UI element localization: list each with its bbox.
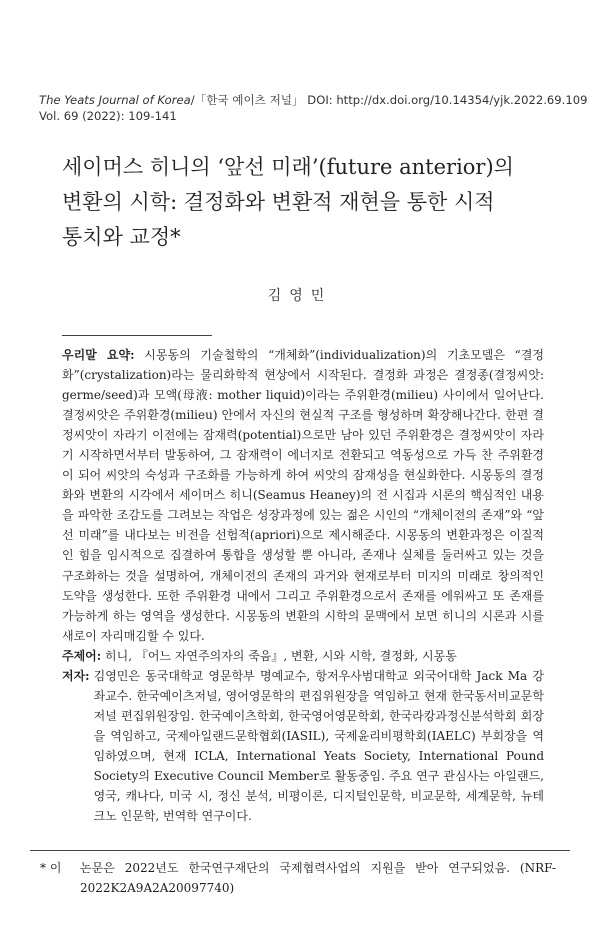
keywords-paragraph: [62, 646, 544, 666]
journal-title: The Yeats Journal of Korea: [39, 93, 191, 107]
title-line-1: 세이머스 히니의 ‘앞선 미래’(future anterior)의: [62, 155, 514, 179]
volume-info: Vol. 69 (2022): 109-141: [39, 109, 177, 123]
keywords-label: 주제어:: [62, 648, 102, 663]
abstract-divider: [62, 335, 212, 336]
title-line-3: 통치와 교정*: [62, 225, 181, 249]
journal-korean-title: /「한국 예이츠 저널」: [190, 93, 304, 107]
abstract-label: 우리말 요약:: [62, 348, 135, 362]
abstract-section: [62, 345, 544, 826]
journal-citation-line: [39, 92, 588, 108]
footnote: [40, 858, 556, 898]
abstract-paragraph: [62, 345, 544, 646]
footnote-mark: * 이: [40, 861, 62, 875]
keywords-text: 히니, 『어느 자연주의자의 죽음』, 변환, 시와 시학, 결정화, 시몽동: [101, 648, 457, 663]
author-name: 김영민: [267, 288, 333, 304]
footnote-text: 논문은 2022년도 한국연구재단의 국제협력사업의 지원을 받아 연구되었음. (NRF-2022K2A9A2A20097740): [80, 861, 556, 895]
author-info-label: 저자:: [62, 668, 90, 683]
footnote-divider: [30, 850, 570, 851]
doi-link[interactable]: DOI: http://dx.doi.org/10.14354/yjk.2022.69.109: [303, 93, 588, 107]
abstract-text: 시몽동의 기술철학의 “개체화”(individualization)의 기초모델은 “결정화”(crystalization)라는 물리화학적 현상에서 시작된다. 결정화 과정은 결정종(결정씨앗: germe/seed)과 모액(母液: mother liquid)이라는 주위환경(milieu) 사이에서 일어난다. 결정씨앗은 주위환경(milieu) 안에서 자신의 현실적 구조를 형성하며 확장해나간다. 한편 결정씨앗이 자라기 이전에는 잠재력(potential)으로만 남아 있던 주위환경은 결정씨앗이 자라기 시작하면서부터 발동하여, 그 잠재력이 에너지로 전환되고 역동성으로 가득 찬 주위환경이 되어 씨앗의 숙성과 구조화를 가능하게 하여 씨앗의 잠재성을 현실화한다. 시몽동의 결정화와 변환의 시각에서 세이머스 히니(Seamus Heaney)의 전 시집과 시론의 핵심적인 내용을 파악한 조감도를 그려보는 작업은 성장과정에 있는 젊은 시인의 “개체이전의 존재”와 “앞선 미래”를 내다보는 비전을 선험적(apriori)으로 제시해준다. 시몽동의 변환과정은 이질적인 힘을 임시적으로 집결하여 통합을 생성할 뿐 아니라, 존재나 실체를 둘러싸고 있는 것을 구조화하는 것을 설명하여, 개체이전의 존재의 과거와 현재로부터 미지의 미래로 창의적인 도약을 생성한다. 또한 주위환경 내에서 그리고 주위환경으로서 존재를 에워싸고 또 존재를 가능하게 하는 영역을 생성한다. 시몽동의 변환의 시학의 문맥에서 보면 히니의 시론과 시를 새로이 자리매김할 수 있다.: [62, 348, 544, 643]
article-title: [62, 150, 542, 255]
title-line-2: 변환의 시학: 결정화와 변환적 재현을 통한 시적: [62, 190, 495, 214]
journal-header: [39, 92, 588, 124]
author-info-paragraph: [62, 666, 544, 826]
author-info-text: 김영민은 동국대학교 영문학부 명예교수, 항저우사범대학교 외국어대학 Jack Ma 강좌교수. 한국예이츠저널, 영어영문학의 편집위원장을 역임하고 현재 한국동서비교문학저널 편집위원장임. 한국예이츠학회, 한국영어영문학회, 한국라캉과정신분석학회 회장을 역임하고, 국제아일랜드문학협회(IASIL), 국제윤리비평학회(IAELC) 부회장을 역임하였으며, 현재 ICLA, International Yeats Society, International Pound Society의 Executive Council Member로 활동중임. 주요 연구 관심사는 아일랜드, 영국, 캐나다, 미국 시, 정신 분석, 비평이론, 디지털인문학, 비교문학, 세계문학, 뉴테크노 인문학, 번역학 연구이다.: [93, 668, 544, 824]
